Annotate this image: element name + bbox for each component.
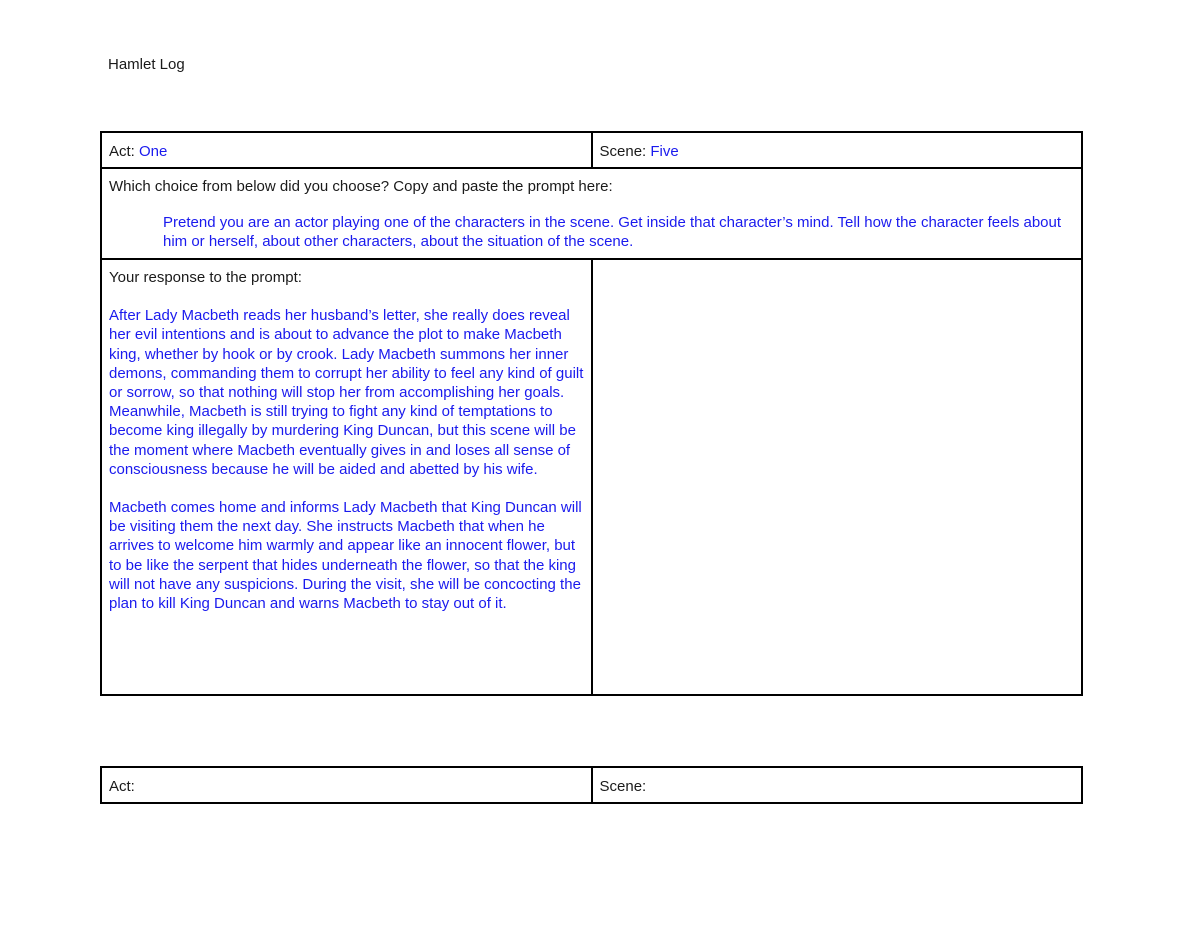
act-label-2: Act: [109, 778, 135, 795]
scene-label-2: Scene: [599, 778, 647, 795]
response-paragraph-2: Macbeth comes home and informs Lady Macbeth that King Duncan will be visiting them the next day. She instructs Macbeth that when he arrives to welcome him warmly and appear like an innocent flower, but to be like the serpent that hides underneath the flower, so that the king will not have any suspicions. During the visit, she will be concocting the plan to kill King Duncan and warns Macbeth to stay out of it. [109, 499, 582, 613]
scene-cell[interactable] [592, 132, 1083, 168]
prompt-question: Which choice from below did you choose? Copy and paste the prompt here: [109, 178, 613, 195]
scene-label: Scene: [599, 143, 647, 160]
prompt-text: Pretend you are an actor playing one of the characters in the scene. Get inside that character’s mind. Tell how the character feels about him or herself, about other characters, about the situation of the scene. [163, 214, 1062, 251]
scene-value: Five [650, 143, 679, 160]
act-label: Act: [109, 143, 135, 160]
log-table-2 [100, 766, 1083, 804]
empty-right-cell[interactable] [592, 259, 1083, 695]
prompt-cell[interactable] [101, 168, 1082, 259]
act-value: One [139, 143, 168, 160]
document-title: Hamlet Log [108, 56, 185, 73]
act-cell-2[interactable] [101, 767, 592, 803]
response-label: Your response to the prompt: [109, 269, 302, 286]
response-cell[interactable] [101, 259, 592, 695]
log-table-1 [100, 131, 1083, 696]
scene-cell-2[interactable] [592, 767, 1083, 803]
act-cell[interactable] [101, 132, 592, 168]
response-paragraph-1: After Lady Macbeth reads her husband’s letter, she really does reveal her evil intentions and is about to advance the plot to make Macbeth king, whether by hook or by crook. Lady Macbeth summons her inner demons, commanding them to corrupt her ability to feel any kind of guilt or sorrow, so that nothing will stop her from accomplishing her goals. Meanwhile, Macbeth is still trying to fight any kind of temptations to become king illegally by murdering King Duncan, but this scene will be the moment where Macbeth eventually gives in and loses all sense of consciousness because he will be aided and abetted by his wife. [109, 307, 584, 478]
